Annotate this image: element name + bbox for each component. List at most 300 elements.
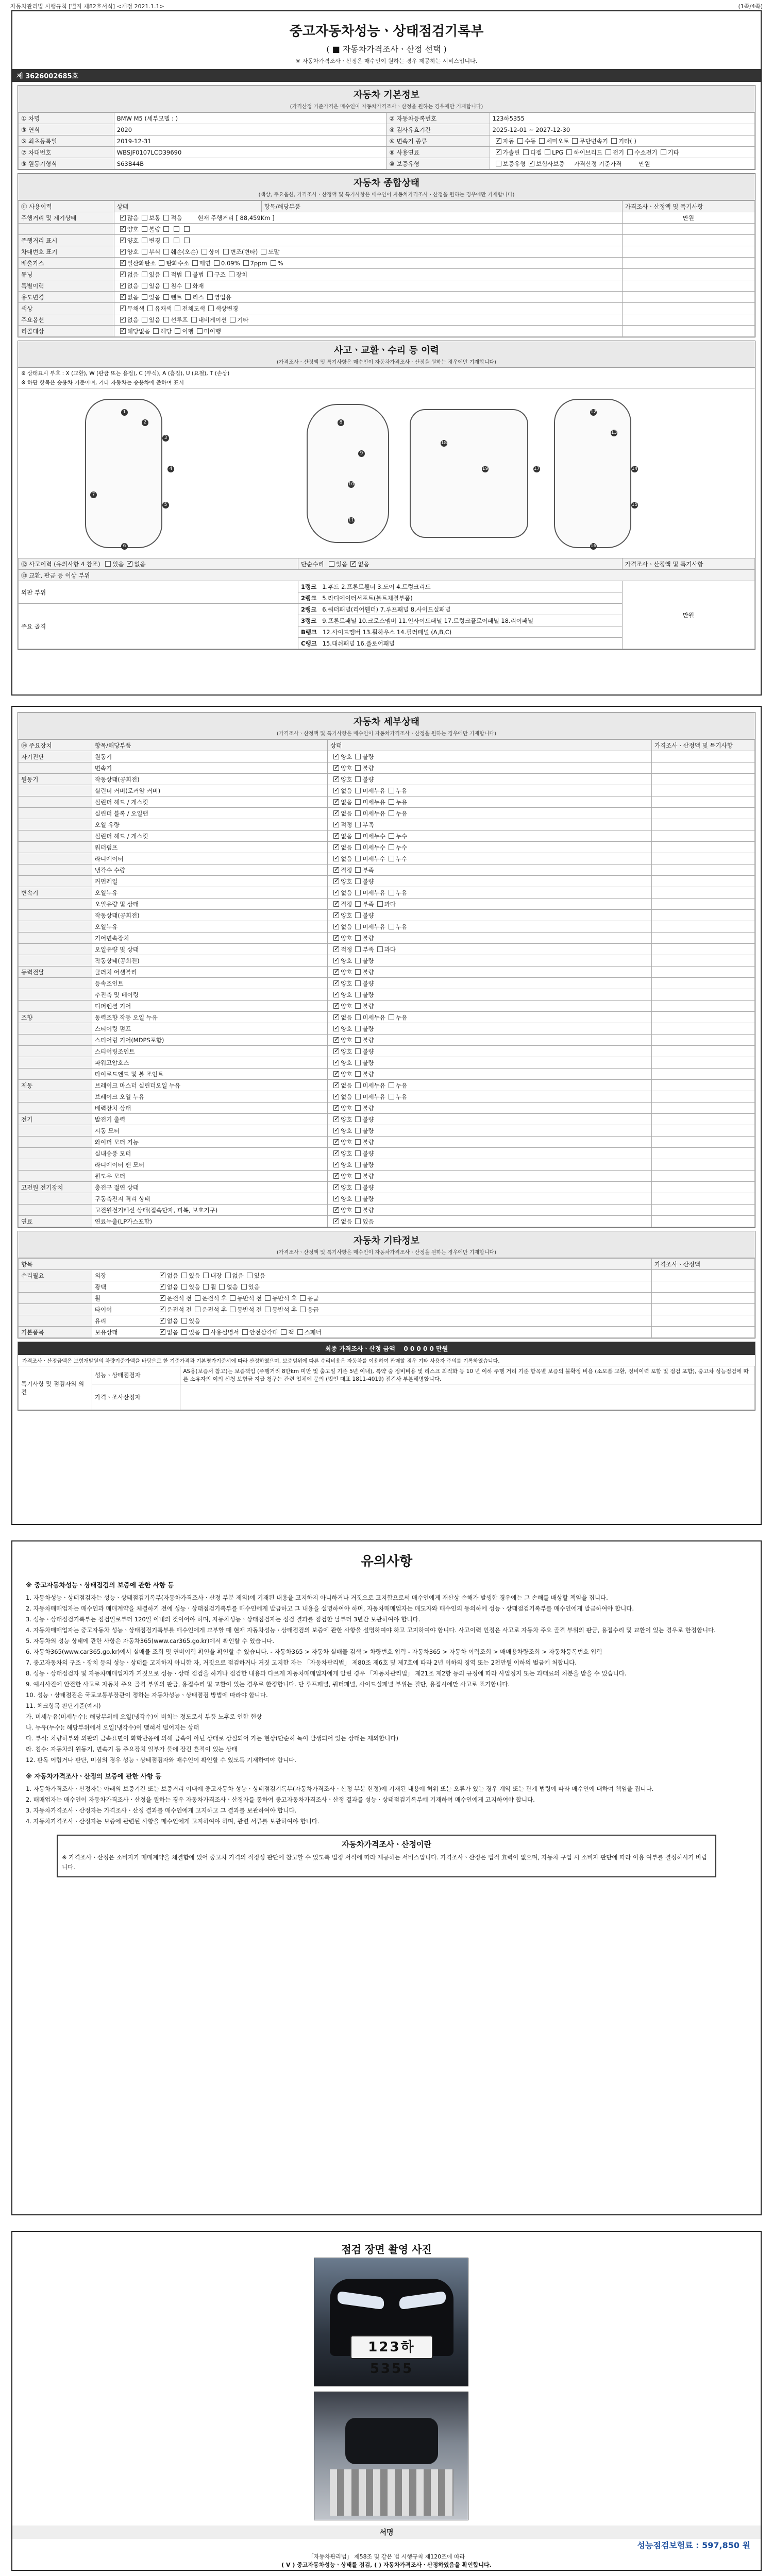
checkbox[interactable] bbox=[355, 1003, 361, 1009]
checkbox[interactable] bbox=[355, 969, 361, 975]
form-header-left: 자동차관리법 시행규칙 [별지 제82호서식] <개정 2021.1.1> bbox=[10, 3, 164, 10]
checkbox[interactable] bbox=[142, 272, 147, 277]
checkbox[interactable] bbox=[230, 317, 236, 323]
basic-info-section bbox=[18, 85, 755, 170]
detail-status-table: ⑭ 주요장치 항목/해당부품 상태 가격조사ㆍ산정액 및 특기사항 자기진단 원동기 ✓ 양호 불량 변속기 ✓ 양호 불량 원동기 작동상태(공회전) ✓ 양호 불량 실린더 커버(로커암 커버) ✓ 없음 미세누유 누유 실린더 헤드 / 개스킷 ✓ 없음 미세누유 누유 실린더 블록 / 오일팬 ✓ 없음 미세누유 누유 오일 유량 ✓ 적정 부족 실린더 헤드 / 개스킷 ✓ 없음 미세누수 누수 워터펌프 ✓ 없음 미세누수 누수 라디에이터 ✓ 없음 미세누수 누수 냉각수 수량 ✓ 적정 부족 커먼레일 ✓ 양호 불량 변속기 오일누유 ✓ 없음 미세누유 누유 오일유량 및 상태 ✓ 적정 부족 과다 작동상태(공회전) ✓ 양호 불량 오일누유 ✓ 없음 미세누유 누유 기어변속장치 ✓ 양호 불량 오일유량 및 상태 ✓ 적정 부족 과다 작동상태(공회전) ✓ 양호 불량 동력전달 클러치 어셈블리 ✓ 양호 불량 등속조인트 ✓ 양호 불량 추진축 및 베어링 ✓ 양호 불량 디퍼렌셜 기어 ✓ 양호 불량 조향 동력조향 작동 오일 누유 ✓ 없음 미세누유 누유 스티어링 펌프 ✓ 양호 불량 스티어링 기어(MDPS포함) ✓ 양호 불량 스티어링조인트 ✓ 양호 불량 파워고압호스 ✓ 양호 불량 타이로드엔드 및 볼 조인트 ✓ 양호 불량 제동 브레이크 마스터 실린더오일 누유 ✓ 없음 미세누유 누유 브레이크 오일 누유 ✓ 없음 미세누유 누유 배력장치 상태 ✓ 양호 불량 전기 발전기 출력 ✓ 양호 불량 시동 모터 ✓ 양호 불량 와이퍼 모터 기능 ✓ 양호 불량 실내송풍 모터 ✓ 양호 불량 라디에이터 팬 모터 ✓ 양호 불량 윈도우 모터 ✓ 양호 불량 고전원 전기장치 충전구 절연 상태 ✓ 양호 불량 구동축전지 격리 상태 ✓ 양호 불량 고전원전기배선 상태(접속단자, 피복, 보호기구) ✓ 양호 불량 연료 연료누출(LP가스포함) ✓ 없음 있음 bbox=[18, 739, 755, 1227]
panel-marker: 15 bbox=[631, 502, 638, 507]
summary-row: 주행거리 표시 ✓ 양호 변경 bbox=[19, 235, 755, 246]
checkbox[interactable] bbox=[333, 878, 339, 884]
checkbox[interactable] bbox=[207, 272, 213, 277]
detail-row: 파워고압호스 ✓ 양호 불량 bbox=[19, 1057, 755, 1069]
detail-row: 스티어링조인트 ✓ 양호 불량 bbox=[19, 1046, 755, 1057]
checkbox[interactable] bbox=[389, 1014, 394, 1020]
section-title: 자동차 기본정보 bbox=[354, 90, 419, 100]
panel-marker: 2 bbox=[142, 419, 148, 426]
detail-row: 오일유량 및 상태 ✓ 적정 부족 과다 bbox=[19, 899, 755, 910]
detail-row: 추진축 및 베어링 ✓ 양호 불량 bbox=[19, 989, 755, 1001]
checkbox[interactable] bbox=[265, 1307, 271, 1312]
checkbox[interactable] bbox=[333, 1026, 339, 1031]
detail-row: 워터펌프 ✓ 없음 미세누수 누수 bbox=[19, 842, 755, 853]
checkbox[interactable] bbox=[174, 226, 179, 232]
checkbox[interactable] bbox=[174, 238, 179, 243]
checkbox[interactable] bbox=[214, 260, 220, 266]
checkbox[interactable] bbox=[355, 946, 361, 952]
checkbox[interactable] bbox=[142, 249, 147, 255]
note-item: 3. 자동차가격조사ㆍ산정자는 가격조사ㆍ산정 결과를 매수인에게 고지하고 그 결과를 보관하여야 합니다. bbox=[26, 1807, 297, 1814]
summary-row: 특별이력 ✓ 없음 있음 침수 화재 bbox=[19, 280, 755, 292]
checkbox[interactable] bbox=[201, 249, 207, 255]
confirm-line-2: ( V ) 중고자동차성능ㆍ상태를 점검, ( ) 자동차가격조사ㆍ산정하였음을 확인합니다. bbox=[281, 2562, 492, 2568]
form-subtitle: ( ■ 자동차가격조사ㆍ산정 선택 ) bbox=[326, 44, 447, 54]
detail-row: 원동기 작동상태(공회전) ✓ 양호 불량 bbox=[19, 774, 755, 785]
checkbox[interactable] bbox=[355, 1105, 361, 1111]
checkbox[interactable] bbox=[120, 272, 126, 277]
checkbox[interactable] bbox=[355, 1060, 361, 1065]
summary-row: 튜닝 ✓ 없음 있음 적법 불법 구조 장치 bbox=[19, 269, 755, 280]
checkbox[interactable] bbox=[175, 306, 180, 311]
checkbox[interactable] bbox=[203, 1284, 209, 1290]
detail-row: 커먼레일 ✓ 양호 불량 bbox=[19, 876, 755, 887]
checkbox[interactable] bbox=[142, 283, 147, 289]
checkbox[interactable] bbox=[333, 867, 339, 873]
checkbox[interactable] bbox=[175, 328, 180, 334]
checkbox[interactable] bbox=[120, 328, 126, 334]
checkbox[interactable] bbox=[333, 822, 339, 827]
detail-row: 윈도우 모터 ✓ 양호 불량 bbox=[19, 1171, 755, 1182]
checkbox[interactable] bbox=[377, 901, 383, 907]
checkbox[interactable] bbox=[181, 1284, 187, 1290]
car-diagram bbox=[18, 388, 755, 558]
page-1 bbox=[11, 10, 762, 696]
other-row: 타이어✓ 운전석 전 운전석 후 동반석 전 동반석 후 응급 bbox=[19, 1304, 755, 1315]
checkbox[interactable] bbox=[333, 1082, 339, 1088]
detail-row: 등속조인트 ✓ 양호 불량 bbox=[19, 978, 755, 989]
checkbox[interactable] bbox=[355, 912, 361, 918]
checkbox[interactable] bbox=[265, 1295, 271, 1301]
checkbox[interactable] bbox=[333, 1128, 339, 1133]
checkbox[interactable] bbox=[355, 822, 361, 827]
detail-row: 오일누유 ✓ 없음 미세누유 누유 bbox=[19, 921, 755, 933]
checkbox[interactable] bbox=[333, 969, 339, 975]
checkbox[interactable] bbox=[243, 260, 249, 266]
checkbox[interactable] bbox=[333, 1207, 339, 1213]
checkbox[interactable] bbox=[185, 294, 191, 300]
checkbox[interactable] bbox=[355, 765, 361, 771]
note-item: 나. 누유(누수): 해당부위에서 오일(냉각수)이 맺혀서 떨어지는 상태 bbox=[26, 1724, 199, 1731]
checkbox[interactable] bbox=[355, 901, 361, 907]
panel-marker: 16 bbox=[590, 544, 597, 549]
checkbox[interactable] bbox=[389, 799, 394, 805]
checkbox[interactable] bbox=[333, 1218, 339, 1224]
checkbox[interactable] bbox=[333, 924, 339, 929]
section-note: (가격산정 기준가격은 매수인이 자동차가격조사ㆍ산정을 원하는 경우에만 기재합니다) bbox=[290, 104, 483, 110]
note-item: 8. 성능ㆍ상태점검자 및 자동차매매업자가 거짓으로 성능ㆍ상태 점검을 하거나 점검한 내용과 다르게 자동차매매업자에게 알린 경우 「자동차관리법」 제21조 제2항 등의 규정에 따라 사업정지 또는 과태료의 처분을 받을 수 있습니다. bbox=[26, 1670, 627, 1677]
summary-row: 용도변경 ✓ 없음 있음 렌트 리스 영업용 bbox=[19, 292, 755, 303]
checkbox[interactable] bbox=[120, 283, 126, 289]
checkbox[interactable] bbox=[207, 294, 213, 300]
checkbox[interactable] bbox=[355, 1150, 361, 1156]
notes-body: ※ 중고자동차성능ㆍ상태점검의 보증에 관한 사항 등 1. 자동차성능ㆍ상태점검자는 성능ㆍ상태점검기록부(자동차가격조사ㆍ산정 부분 제외)에 기재된 내용을 고지하지 아니하거나 거짓으로 고지함으로써 매수인에게 재산상 손해가 발생한 경우에는 그 손해를 배상할 책임을 집니다. 2. 자동차매매업자는 매수인과 매매계약을 체결하기 전에 성능ㆍ상태점검기록부를 매수인에게 발급하고 그 내용을 설명하여야 하며, 자동차매매업자는 매도자와 매수인의 동의하에 성능ㆍ상태점검기록부를 매수인에게 발급하여야 합니다. 3. 성능ㆍ상태점검기록부는 점검일로부터 120일 이내의 것이어야 하며, 자동차성능ㆍ상태점검자는 점검 결과를 점검한 날부터 3년간 보관하여야 합니다. 4. 자동차매매업자는 중고자동차 성능ㆍ상태점검기록부를 매수인에게 교부할 때 현재 자동차성능ㆍ상태점검의 보증에 관한 사항을 설명하여야 하고 고지하여야 합니다. 사고이력 인정은 사고로 자동차 주요 골격 부위의 판금, 용접수리 및 교환이 있는 경우로 한정합니다. 5. 자동차의 성능 상태에 관한 사항은 자동차365(www.car365.go.kr)에서 확인할 수 있습니다. 6. 자동차365(www.car365.go.kr)에서 실매물 조회 및 연비이력 확인을 확인할 수 있습니다. - 자동차365 > 자동차 실매물 검색 > 차량번호 입력 - 자동차365 > 자동차 이력조회 > 매매용차량조회 > 자동차등록번호 입력 7. 중고자동차의 구조ㆍ장치 등의 성능ㆍ상태를 고지하지 아니한 자, 거짓으로 점검하거나 거짓 고지한 자는 「자동차관리법」 제80조 제6호 및 제7호에 따라 2년 이하의 징역 또는 2천만원 이하의 벌금에 처합니다. 8. 성능ㆍ상태점검자 및 자동차매매업자가 거짓으로 성능ㆍ상태 점검을 하거나 점검한 내용과 다르게 자동차매매업자에게 알린 경우 「자동차관리법」 제21조 제2항 등의 규정에 따라 사업정지 또는 과태료의 처분을 받을 수 있습니다. 9. 예시사진에 안전한 사고로 자동차 주요 골격 부위의 판금, 용접수리 및 교환이 있는 경우로 한정합니다. 단 루프패널, 쿼터패널, 사이드실패널 부위는 절단, 용접시에만 사고로 표기합니다. 10. 성능ㆍ상태점검은 국토교통부장관이 정하는 자동차성능ㆍ상태점검 방법에 따라야 합니다. 11. 체크항목 판단기준(예시) 가. 미세누유(미세누수): 해당부위에 오일(냉각수)이 비치는 정도로서 부품 노후로 인한 현상 나. 누유(누수): 해당부위에서 오일(냉각수)이 맺혀서 떨어지는 상태 다. 부식: 차량하부와 외판의 금속표면이 화학반응에 의해 금속이 아닌 상태로 상실되어 가는 현상(단순히 녹이 발생되어 있는 상태는 제외합니다) 라. 침수: 자동차의 원동기, 변속기 등 주요장치 일부가 물에 잠긴 흔적이 있는 상태 12. 판독 어렵거나 판단, 미심의 경우 성능ㆍ상태점검자와 매수인이 확인할 수 있도록 기재하여야 합니다. ※ 자동차가격조사ㆍ산정의 보증에 관한 사항 등 1. 자동차가격조사ㆍ산정자는 아래의 보증기간 또는 보증거리 이내에 중고자동차 성능ㆍ상태점검기록부(자동차가격조사ㆍ산정 부분 한정)에 기재된 내용에 허위 또는 오류가 있는 경우 계약 또는 관계 법령에 따라 매수인에 대하여 책임을 집니다. 2. 매매업자는 매수인이 자동차가격조사ㆍ산정을 원하는 경우 자동차가격조사ㆍ산정자를 통하여 중고자동차가격조사ㆍ산정 결과를 성능ㆍ상태점검기록부에 기재하여 매수인에게 고지하여야 합니다. 3. 자동차가격조사ㆍ산정자는 가격조사ㆍ산정 결과를 매수인에게 고지하고 그 결과를 보관하여야 합니다. 4. 자동차가격조사ㆍ산정자는 보증에 관련된 사항을 매수인에게 고지하여야 하며, 관련 서류를 보관하여야 합니다. 자동차가격조사ㆍ산정이란 ※ 가격조사ㆍ산정은 소비자가 매매계약을 체결함에 있어 중고차 가격의 적정성 판단에 참고할 수 있도록 법정 서식에 따라 제공하는 서비스입니다. 가격조사ㆍ산정은 법적 효력이 없으며, 자동차 구입 시 소비자 판단에 따라 이용 여부를 결정하시기 바랍니다. bbox=[12, 1570, 761, 1890]
checkbox[interactable] bbox=[208, 306, 214, 311]
checkbox[interactable] bbox=[142, 215, 147, 221]
checkbox[interactable] bbox=[355, 867, 361, 873]
detail-status-section: 자동차 세부상태 (가격조사ㆍ산정액 및 특기사항은 매수인이 자동차가격조사ㆍ산정을 원하는 경우에만 기재합니다) ⑭ 주요장치 항목/해당부품 상태 가격조사ㆍ산정액 및 특기사항 자기진단 원동기 ✓ 양호 불량 변속기 ✓ 양호 불량 원동기 작동상태(공회전) ✓ 양호 불량 실린더 커버(로커암 커버) ✓ 없음 미세누유 누유 실린더 헤드 / 개스킷 ✓ 없음 미세누유 누유 실린더 블록 / 오일팬 ✓ 없음 미세누유 누유 오일 유량 ✓ 적정 부족 실린더 헤드 / 개스킷 ✓ 없음 미세누수 누수 워터펌프 ✓ 없음 미세누수 누수 라디에이터 ✓ 없음 미세누수 누수 냉각수 수량 ✓ 적정 부족 커먼레일 ✓ 양호 불량 변속기 오일누유 ✓ 없음 미세누유 누유 오일유량 및 상태 ✓ 적정 부족 과다 작동상태(공회전) ✓ 양호 불량 오일누유 ✓ 없음 미세누유 누유 기어변속장치 ✓ 양호 불량 오일유량 및 상태 ✓ 적정 부족 과다 작동상태(공회전) ✓ 양호 불량 동력전달 클러치 어셈블리 ✓ 양호 불량 등속조인트 ✓ 양호 불량 추진축 및 베어링 ✓ 양호 불량 디퍼렌셜 기어 ✓ 양호 불량 조향 동력조향 작동 오일 누유 ✓ 없음 미세누유 누유 스티어링 펌프 ✓ 양호 불량 스티어링 기어(MDPS포함) ✓ 양호 불량 스티어링조인트 ✓ 양호 불량 파워고압호스 ✓ 양호 불량 타이로드엔드 및 볼 조인트 ✓ 양호 불량 제동 브레이크 마스터 실린더오일 누유 ✓ 없음 미세누유 누유 브레이크 오일 누유 ✓ 없음 미세누유 누유 배력장치 상태 ✓ 양호 불량 전기 발전기 출력 ✓ 양호 불량 시동 모터 ✓ 양호 불량 와이퍼 모터 기능 ✓ 양호 불량 실내송풍 모터 ✓ 양호 불량 라디에이터 팬 모터 ✓ 양호 불량 윈도우 모터 ✓ 양호 불량 고전원 전기장치 충전구 절연 상태 ✓ 양호 불량 구동축전지 격리 상태 ✓ 양호 불량 고전원전기배선 상태(접속단자, 피복, 보호기구) ✓ 양호 불량 연료 연료누출(LP가스포함) ✓ 없음 있음 bbox=[18, 712, 755, 1228]
checkbox[interactable] bbox=[203, 1273, 209, 1278]
checkbox[interactable] bbox=[355, 799, 361, 805]
checkbox[interactable] bbox=[355, 776, 361, 782]
checkbox[interactable] bbox=[120, 317, 126, 323]
note-item: 5. 자동차의 성능 상태에 관한 사항은 자동차365(www.car365.go.kr)에서 확인할 수 있습니다. bbox=[26, 1637, 275, 1645]
checkbox[interactable] bbox=[389, 856, 394, 861]
detail-row: 실린더 블록 / 오일팬 ✓ 없음 미세누유 누유 bbox=[19, 808, 755, 819]
checkbox[interactable] bbox=[333, 912, 339, 918]
checkbox[interactable] bbox=[241, 1284, 247, 1290]
checkbox[interactable] bbox=[333, 788, 339, 793]
checkbox[interactable] bbox=[355, 844, 361, 850]
note-item: 다. 부식: 차량하부와 외판의 금속표면이 화학반응에 의해 금속이 아닌 상태로 상실되어 가는 현상(단순히 녹이 발생되어 있는 상태는 제외합니다) bbox=[26, 1735, 398, 1742]
detail-row: 작동상태(공회전) ✓ 양호 불량 bbox=[19, 910, 755, 921]
checkbox[interactable] bbox=[355, 992, 361, 997]
checkbox[interactable] bbox=[355, 1196, 361, 1201]
checkbox[interactable] bbox=[355, 1162, 361, 1167]
detail-row: 라디에이터 ✓ 없음 미세누수 누수 bbox=[19, 853, 755, 865]
checkbox[interactable] bbox=[333, 1105, 339, 1111]
other-row: 휠✓ 운전석 전 운전석 후 동반석 전 동반석 후 응급 bbox=[19, 1293, 755, 1304]
checkbox[interactable] bbox=[355, 1071, 361, 1077]
checkbox[interactable] bbox=[355, 1218, 361, 1224]
checkbox[interactable] bbox=[142, 294, 147, 300]
checkbox[interactable] bbox=[333, 946, 339, 952]
checkbox[interactable] bbox=[333, 1173, 339, 1179]
checkbox[interactable] bbox=[355, 1128, 361, 1133]
checkbox[interactable] bbox=[333, 1071, 339, 1077]
insurance-price: 성능점검보험료 : 597,850 원 bbox=[637, 2540, 750, 2550]
checkbox[interactable] bbox=[261, 249, 266, 255]
checkbox[interactable] bbox=[163, 294, 169, 300]
checkbox[interactable] bbox=[333, 1116, 339, 1122]
checkbox[interactable] bbox=[181, 1273, 187, 1278]
checkbox[interactable] bbox=[147, 306, 153, 311]
note-item: 1. 자동차성능ㆍ상태점검자는 성능ㆍ상태점검기록부(자동차가격조사ㆍ산정 부분 제외)에 기재된 내용을 고지하지 아니하거나 거짓으로 고지함으로써 매수인에게 재산상 손해가 발생한 경우에는 그 손해를 배상할 책임을 집니다. bbox=[26, 1594, 608, 1601]
checkbox[interactable] bbox=[355, 1094, 361, 1099]
panel-marker: 7 bbox=[90, 492, 97, 498]
confirm-line-1: 「자동차관리법」 제58조 및 같은 법 시행규칙 제120조에 따라 bbox=[308, 2553, 465, 2560]
car-right bbox=[554, 399, 631, 548]
checkbox[interactable] bbox=[389, 788, 394, 793]
checkbox[interactable] bbox=[333, 890, 339, 895]
checkbox[interactable] bbox=[389, 924, 394, 929]
accident-history-section: 사고ㆍ교환ㆍ수리 등 이력 (가격조사ㆍ산정액 및 특기사항은 매수인이 자동차가격조사ㆍ산정을 원하는 경우에만 기재합니다) ※ 상태표시 부호 : X (교환), W (판금 또는 용접), C (부식), A (흠집), U (요철), T (손상) ※ 하단 항목은 승용차 기준이며, 기타 자동차는 승용차에 준하여 표시 1 2 3 4 5 6 7 8 9 10 11 12 13 14 15 16 17 18 19 ⑫ 사고이력 (유의사항 4 참조) 있음✓ 없음 단순수리 있음✓ 없음 가격조사ㆍ산정액 및 특기사항 ⑬ 교환, 판금 등 이상 부위 외판 부위 1랭크 1.후드 2.프론트휀더 3.도어 4.트렁크리드 만원 2랭크 5.라디에이터서포트(볼트체결부품) 주요 골격 2랭크 6.쿼터패널(리어휀더) 7.루프패널 8.사이드실패널 3랭크 9.프론트패널 10.크로스멤버 11.인사이드패널 17.트렁크플로어패널 18.리어패널 B랭크 12.사이드멤버 13.휠하우스 14.필러패널 (A,B,C) C랭크 15.대쉬패널 16.플로어패널 bbox=[18, 341, 755, 650]
detail-row: 전기 발전기 출력 ✓ 양호 불량 bbox=[19, 1114, 755, 1125]
page-2 bbox=[11, 706, 762, 1525]
checkbox[interactable] bbox=[333, 856, 339, 861]
overall-status-table: ⑪ 사용이력 상태 항목/해당부품 가격조사ㆍ산정액 및 특기사항 주행거리 및 계기상태 ✓ 많음 보통 적음 현재 주행거리 [ 88,459Km ] 만원 ✓양호 불량 주행거리 표시 ✓ 양호 변경 차대번호 표기 ✓ 양호 부식 훼손(오손) 상이 변조(변타) 도말 배출가스 ✓ 일산화탄소 탄화수소 매연 0.09% 7ppm % 튜닝 ✓ 없음 있음 적법 불법 구조 장치 특별이력 ✓ 없음 있음 침수 화재 용도변경 ✓ 없음 있음 렌트 리스 영업용 색상 ✓ 무채색 유채색 전체도색 색상변경 주요옵션 ✓ 없음 있음 선루프 내비게이션 기타 리콜대상 ✓ 해당없음 해당 이행 미이행 bbox=[18, 200, 755, 337]
checkbox[interactable] bbox=[142, 226, 147, 232]
checkbox[interactable] bbox=[163, 226, 169, 232]
checkbox[interactable] bbox=[120, 260, 126, 266]
basic-info-table: ① 차명 BMW M5 (세부모델 : ) ② 자동차등록번호 123하5355 ③ 연식 2020 ④ 검사유효기간 2025-12-01 ~ 2027-12-30 ⑤ 최초등록일 2019-12-31 ⑥ 변속기 종류 ✓ 자동 수동 세미오토 무단변속기 기타( ) ⑦ 차대번호 WBSJF0107LCD39690 ⑧ 사용연료 ✓ 가솔린 디젤 LPG 하이브리드 전기 수소전기 기타 ⑨ 원동기형식 S63B44B ⑩ 보증유형 보증유형✓ 보험사보증 가격산정 기준가격 만원 bbox=[18, 112, 755, 170]
note-item: 4. 자동차가격조사ㆍ산정자는 보증에 관련된 사항을 매수인에게 고지하여야 하며, 관련 서류를 보관하여야 합니다. bbox=[26, 1818, 320, 1825]
checkbox[interactable] bbox=[389, 890, 394, 895]
checkbox[interactable] bbox=[225, 1273, 231, 1278]
detail-row: 고전원 전기장치 충전구 절연 상태 ✓ 양호 불량 bbox=[19, 1182, 755, 1193]
detail-row: 제동 브레이크 마스터 실린더오일 누유 ✓ 없음 미세누유 누유 bbox=[19, 1080, 755, 1091]
checkbox[interactable] bbox=[333, 1184, 339, 1190]
checkbox[interactable] bbox=[203, 1329, 209, 1335]
checkbox[interactable] bbox=[333, 1014, 339, 1020]
checkbox[interactable] bbox=[355, 878, 361, 884]
note-item: 라. 침수: 자동차의 원동기, 변속기 등 주요장치 일부가 물에 잠긴 흔적이 있는 상태 bbox=[26, 1745, 238, 1753]
detail-row: 냉각수 수량 ✓ 적정 부족 bbox=[19, 865, 755, 876]
checkbox[interactable] bbox=[389, 1094, 394, 1099]
other-row: 유리✓ 없음 있음 bbox=[19, 1315, 755, 1327]
panel-marker: 5 bbox=[162, 502, 169, 509]
checkbox[interactable] bbox=[355, 890, 361, 895]
other-row: 광택✓ 없음 있음 휠 없음 있음 bbox=[19, 1281, 755, 1293]
checkbox[interactable] bbox=[163, 317, 169, 323]
summary-row: 색상 ✓ 무채색 유채색 전체도색 색상변경 bbox=[19, 303, 755, 314]
checkbox[interactable] bbox=[355, 935, 361, 941]
summary-row: 주행거리 및 계기상태 ✓ 많음 보통 적음 현재 주행거리 [ 88,459Km ] 만원 bbox=[19, 212, 755, 224]
checkbox[interactable] bbox=[333, 1037, 339, 1043]
overall-status-section: 자동차 종합상태 (색상, 주요옵션, 가격조사ㆍ산정액 및 특기사항은 매수인이 자동차가격조사ㆍ산정을 원하는 경우에만 기재합니다) ⑪ 사용이력 상태 항목/해당부품 가격조사ㆍ산정액 및 특기사항 주행거리 및 계기상태 ✓ 많음 보통 적음 현재 주행거리 [ 88,459Km ] 만원 ✓양호 불량 주행거리 표시 ✓ 양호 변경 차대번호 표기 ✓ 양호 부식 훼손(오손) 상이 변조(변타) 도말 배출가스 ✓ 일산화탄소 탄화수소 매연 0.09% 7ppm % 튜닝 ✓ 없음 있음 적법 불법 구조 장치 특별이력 ✓ 없음 있음 침수 화재 용도변경 ✓ 없음 있음 렌트 리스 영업용 색상 ✓ 무채색 유채색 전체도색 색상변경 주요옵션 ✓ 없음 있음 선루프 내비게이션 기타 리콜대상 ✓ 해당없음 해당 이행 미이행 bbox=[18, 173, 755, 337]
checkbox[interactable] bbox=[184, 226, 190, 232]
other-row: 수리필요 외장✓ 없음 있음 내장 없음 있음 bbox=[19, 1270, 755, 1281]
checkbox[interactable] bbox=[184, 238, 190, 243]
summary-row: 주요옵션 ✓ 없음 있음 선루프 내비게이션 기타 bbox=[19, 314, 755, 326]
checkbox[interactable] bbox=[333, 1150, 339, 1156]
checkbox[interactable] bbox=[297, 1329, 303, 1335]
summary-row: ✓양호 불량 bbox=[19, 224, 755, 235]
detail-row: 실린더 헤드 / 개스킷 ✓ 없음 미세누수 누수 bbox=[19, 831, 755, 842]
page-3 bbox=[11, 1540, 762, 2215]
detail-row: 동력전달 클러치 어셈블리 ✓ 양호 불량 bbox=[19, 967, 755, 978]
detail-row: 실린더 커버(로커암 커버) ✓ 없음 미세누유 누유 bbox=[19, 785, 755, 796]
detail-row: 배력장치 상태 ✓ 양호 불량 bbox=[19, 1103, 755, 1114]
checkbox[interactable] bbox=[333, 992, 339, 997]
checkbox[interactable] bbox=[333, 901, 339, 907]
checkbox[interactable] bbox=[333, 1060, 339, 1065]
checkbox[interactable] bbox=[333, 980, 339, 986]
checkbox[interactable] bbox=[355, 958, 361, 963]
checkbox[interactable] bbox=[333, 935, 339, 941]
checkbox[interactable] bbox=[355, 788, 361, 793]
checkbox[interactable] bbox=[142, 317, 147, 323]
checkbox[interactable] bbox=[389, 833, 394, 839]
checkbox[interactable] bbox=[160, 1295, 165, 1301]
checkbox[interactable] bbox=[230, 1307, 236, 1312]
checkbox[interactable] bbox=[333, 833, 339, 839]
checkbox[interactable] bbox=[153, 328, 159, 334]
panel-marker: 8 bbox=[338, 419, 344, 426]
transmission-options: ✓ 자동 수동 세미오토 무단변속기 기타( ) bbox=[490, 135, 754, 147]
checkbox[interactable] bbox=[355, 1037, 361, 1043]
detail-row: 스티어링 펌프 ✓ 양호 불량 bbox=[19, 1023, 755, 1035]
notes-title: 유의사항 bbox=[360, 1554, 413, 1569]
checkbox[interactable] bbox=[333, 1048, 339, 1054]
checkbox[interactable] bbox=[163, 215, 169, 221]
checkbox[interactable] bbox=[333, 810, 339, 816]
checkbox[interactable] bbox=[355, 1082, 361, 1088]
fuel-options: ✓ 가솔린 디젤 LPG 하이브리드 전기 수소전기 기타 bbox=[490, 147, 754, 158]
detail-row: 브레이크 오일 누유 ✓ 없음 미세누유 누유 bbox=[19, 1091, 755, 1103]
checkbox[interactable] bbox=[197, 328, 203, 334]
detail-row: 시동 모터 ✓ 양호 불량 bbox=[19, 1125, 755, 1137]
checkbox[interactable] bbox=[355, 1184, 361, 1190]
checkbox[interactable] bbox=[163, 283, 169, 289]
note-item: 4. 자동차매매업자는 중고자동차 성능ㆍ상태점검기록부를 매수인에게 교부할 때 현재 자동차성능ㆍ상태점검의 보증에 관한 사항을 설명하여야 하고 고지하여야 합니다. 사고이력 인정은 사고로 자동차 주요 골격 부위의 판금, 용접수리 및 교환이 있는 경우로 한정합니다. bbox=[26, 1626, 716, 1634]
form-title: 중고자동차성능ㆍ상태점검기록부 bbox=[289, 24, 484, 39]
panel-marker: 4 bbox=[167, 466, 174, 472]
checkbox[interactable] bbox=[333, 958, 339, 963]
detail-row: 와이퍼 모터 기능 ✓ 양호 불량 bbox=[19, 1137, 755, 1148]
checkbox[interactable] bbox=[389, 844, 394, 850]
checkbox[interactable] bbox=[377, 946, 383, 952]
panel-marker: 9 bbox=[358, 450, 365, 457]
panel-marker: 3 bbox=[162, 435, 169, 442]
detail-row: 스티어링 기어(MDPS포함) ✓ 양호 불량 bbox=[19, 1035, 755, 1046]
detail-row: 실린더 헤드 / 개스킷 ✓ 없음 미세누유 누유 bbox=[19, 796, 755, 808]
checkbox[interactable] bbox=[355, 980, 361, 986]
checkbox[interactable] bbox=[192, 260, 198, 266]
detail-row: 실내송풍 모터 ✓ 양호 불량 bbox=[19, 1148, 755, 1159]
checkbox[interactable] bbox=[181, 1318, 187, 1324]
note-item: 2. 자동차매매업자는 매수인과 매매계약을 체결하기 전에 성능ㆍ상태점검기록부를 매수인에게 발급하고 그 내용을 설명하여야 하며, 자동차매매업자는 매도자와 매수인의 동의하에 성능ㆍ상태점검기록부를 매수인에게 발급하여야 합니다. bbox=[26, 1605, 634, 1612]
note-item: 2. 매매업자는 매수인이 자동차가격조사ㆍ산정을 원하는 경우 자동차가격조사ㆍ산정자를 통하여 중고자동차가격조사ㆍ산정 결과를 성능ㆍ상태점검기록부에 기재하여 매수인에게 고지하여야 합니다. bbox=[26, 1796, 535, 1803]
checkbox[interactable] bbox=[120, 294, 126, 300]
checkbox[interactable] bbox=[160, 1318, 165, 1324]
panel-marker: 17 bbox=[533, 466, 540, 471]
checkbox[interactable] bbox=[195, 1295, 200, 1301]
panel-marker: 10 bbox=[348, 482, 355, 487]
checkbox[interactable] bbox=[160, 1284, 165, 1290]
checkbox[interactable] bbox=[142, 238, 147, 243]
checkbox[interactable] bbox=[355, 1173, 361, 1179]
checkbox[interactable] bbox=[160, 1307, 165, 1312]
checkbox[interactable] bbox=[333, 1003, 339, 1009]
checkbox[interactable] bbox=[223, 249, 229, 255]
panel-marker: 19 bbox=[482, 466, 489, 471]
checkbox[interactable] bbox=[333, 754, 339, 759]
panel-marker: 18 bbox=[441, 440, 447, 446]
checkbox[interactable] bbox=[219, 1284, 225, 1290]
note-item: 12. 판독 어렵거나 판단, 미심의 경우 성능ㆍ상태점검자와 매수인이 확인할 수 있도록 기재하여야 합니다. bbox=[26, 1756, 296, 1764]
note-item: 1. 자동차가격조사ㆍ산정자는 아래의 보증기간 또는 보증거리 이내에 중고자동차 성능ㆍ상태점검기록부(자동차가격조사ㆍ산정 부분 한정)에 기재된 내용에 허위 또는 오류가 있는 경우 계약 또는 관계 법령에 따라 매수인에 대하여 책임을 집니다. bbox=[26, 1785, 654, 1792]
checkbox[interactable] bbox=[333, 1196, 339, 1201]
note-item: 7. 중고자동차의 구조ㆍ장치 등의 성능ㆍ상태를 고지하지 아니한 자, 거짓으로 점검하거나 거짓 고지한 자는 「자동차관리법」 제80조 제6호 및 제7호에 따라 2년 이하의 징역 또는 2천만원 이하의 벌금에 처합니다. bbox=[26, 1659, 577, 1666]
checkbox[interactable] bbox=[333, 799, 339, 805]
checkbox[interactable] bbox=[355, 1139, 361, 1145]
rear-photo bbox=[314, 2392, 468, 2520]
document-number: 제 3626002685호 bbox=[12, 69, 761, 82]
checkbox[interactable] bbox=[300, 1307, 306, 1312]
checkbox[interactable] bbox=[355, 856, 361, 861]
checkbox[interactable] bbox=[333, 1139, 339, 1145]
note-item: 가. 미세누유(미세누수): 해당부위에 오일(냉각수)이 비치는 정도로서 부품 노후로 인한 현상 bbox=[26, 1713, 262, 1720]
panel-marker: 12 bbox=[590, 410, 597, 415]
checkbox[interactable] bbox=[355, 754, 361, 759]
checkbox[interactable] bbox=[160, 1329, 165, 1335]
checkbox[interactable] bbox=[281, 1329, 287, 1335]
detail-row: 자기진단 원동기 ✓ 양호 불량 bbox=[19, 751, 755, 762]
checkbox[interactable] bbox=[120, 215, 126, 221]
detail-row: 라디에이터 팬 모터 ✓ 양호 불량 bbox=[19, 1159, 755, 1171]
note-item: 6. 자동차365(www.car365.go.kr)에서 실매물 조회 및 연비이력 확인을 확인할 수 있습니다. - 자동차365 > 자동차 실매물 검색 > 차량번호 입력 - 자동차365 > 자동차 이력조회 > 매매용차량조회 > 자동차등록번호 입력 bbox=[26, 1648, 602, 1655]
detail-row: 오일 유량 ✓ 적정 부족 bbox=[19, 819, 755, 831]
checkbox[interactable] bbox=[355, 1026, 361, 1031]
checkbox[interactable] bbox=[230, 1295, 236, 1301]
summary-row: 차대번호 표기 ✓ 양호 부식 훼손(오손) 상이 변조(변타) 도말 bbox=[19, 246, 755, 258]
checkbox[interactable] bbox=[191, 317, 197, 323]
detail-row: 연료 연료누출(LP가스포함) ✓ 없음 있음 bbox=[19, 1216, 755, 1227]
checkbox[interactable] bbox=[120, 249, 126, 255]
checkbox[interactable] bbox=[185, 283, 191, 289]
note-item: 3. 성능ㆍ상태점검기록부는 점검일로부터 120일 이내의 것이어야 하며, 자동차성능ㆍ상태점검자는 점검 결과를 점검한 날부터 3년간 보관하여야 합니다. bbox=[26, 1616, 421, 1623]
photo-title: 점검 장면 촬영 사진 bbox=[341, 2243, 432, 2256]
detail-row: 기어변속장치 ✓ 양호 불량 bbox=[19, 933, 755, 944]
checkbox[interactable] bbox=[229, 272, 234, 277]
checkbox[interactable] bbox=[120, 306, 126, 311]
checkbox[interactable] bbox=[271, 260, 276, 266]
signature-bar: 서명 bbox=[12, 2526, 761, 2539]
checkbox[interactable] bbox=[333, 1162, 339, 1167]
detail-row: 변속기 오일누유 ✓ 없음 미세누유 누유 bbox=[19, 887, 755, 899]
checkbox[interactable] bbox=[333, 1094, 339, 1099]
checkbox[interactable] bbox=[355, 1207, 361, 1213]
note-item: 10. 성능ㆍ상태점검은 국토교통부장관이 정하는 자동차성능ㆍ상태점검 방법에 따라야 합니다. bbox=[26, 1691, 268, 1699]
checkbox[interactable] bbox=[195, 1307, 200, 1312]
note-item: 11. 체크항목 판단기준(예시) bbox=[26, 1702, 101, 1709]
checkbox[interactable] bbox=[355, 833, 361, 839]
detail-row: 구동축전지 격리 상태 ✓ 양호 불량 bbox=[19, 1193, 755, 1205]
checkbox[interactable] bbox=[355, 1014, 361, 1020]
panel-marker: 11 bbox=[348, 518, 355, 523]
checkbox[interactable] bbox=[159, 260, 164, 266]
final-price-section: 최종 가격조사ㆍ산정 금액 0 0 0 0 0 만원 가격조사ㆍ산정금액은 보험개발원의 차량기준가액을 바탕으로 한 기준가격과 기본평가기준서에 따라 산정하였으며, 보증범위에 따른 수리비용은 자동차를 이용하여 판매할 경우 기타 사용자 주의를 기록하였습니다. 특기사항 및 점검자의 의견 성능ㆍ상태점검자 AS용(보증서 참고)는 보증책임 (주행거리 8만km 미만 및 출고일 기준 5년 이내), 특약 중 정비비용 및 리스크 최적화 등 10 년 이하 주행 거리 기준 항목별 보증의 불확정 비용 (소모품 교환, 정비이력 포함 및 점검 포함), 중고차 성능점검에 따른 소유자의 이의 신청 보험금 지급 청구는 관련 업체에 문의 (법인 대표 1811-4019) 점검사 부분해명합니다. 가격ㆍ조사산정자 bbox=[18, 1342, 755, 1411]
checkbox[interactable] bbox=[355, 810, 361, 816]
checkbox[interactable] bbox=[355, 924, 361, 929]
checkbox[interactable] bbox=[355, 1048, 361, 1054]
checkbox[interactable] bbox=[120, 226, 126, 232]
checkbox[interactable] bbox=[333, 844, 339, 850]
checkbox[interactable] bbox=[333, 765, 339, 771]
checkbox[interactable] bbox=[389, 1082, 394, 1088]
car-top-left bbox=[85, 399, 162, 548]
checkbox[interactable] bbox=[247, 1273, 253, 1278]
panel-marker: 6 bbox=[121, 543, 128, 550]
other-row: 기본품목 보유상태✓ 없음 있음 사용설명서 안전삼각대 잭 스패너 bbox=[19, 1327, 755, 1338]
checkbox[interactable] bbox=[181, 1329, 187, 1335]
detail-row: 고전원전기배선 상태(접속단자, 피복, 보호기구) ✓ 양호 불량 bbox=[19, 1205, 755, 1216]
panel-marker: 14 bbox=[631, 466, 638, 471]
checkbox[interactable] bbox=[389, 810, 394, 816]
checkbox[interactable] bbox=[163, 272, 169, 277]
checkbox[interactable] bbox=[160, 1273, 165, 1278]
detail-row: 디퍼렌셜 기어 ✓ 양호 불량 bbox=[19, 1001, 755, 1012]
checkbox[interactable] bbox=[120, 238, 126, 243]
form-header-right: (1쪽/4쪽) bbox=[738, 3, 763, 10]
form-note: ※ 자동차가격조사ㆍ산정은 매수인이 원하는 경우 제공하는 서비스입니다. bbox=[295, 58, 478, 64]
panel-marker: 13 bbox=[611, 430, 617, 435]
checkbox[interactable] bbox=[185, 272, 191, 277]
checkbox[interactable] bbox=[163, 238, 169, 243]
checkbox[interactable] bbox=[333, 776, 339, 782]
checkbox[interactable] bbox=[242, 1329, 248, 1335]
checkbox[interactable] bbox=[163, 249, 169, 255]
detail-row: 타이로드엔드 및 볼 조인트 ✓ 양호 불량 bbox=[19, 1069, 755, 1080]
checkbox[interactable] bbox=[355, 1116, 361, 1122]
checkbox[interactable] bbox=[300, 1295, 306, 1301]
